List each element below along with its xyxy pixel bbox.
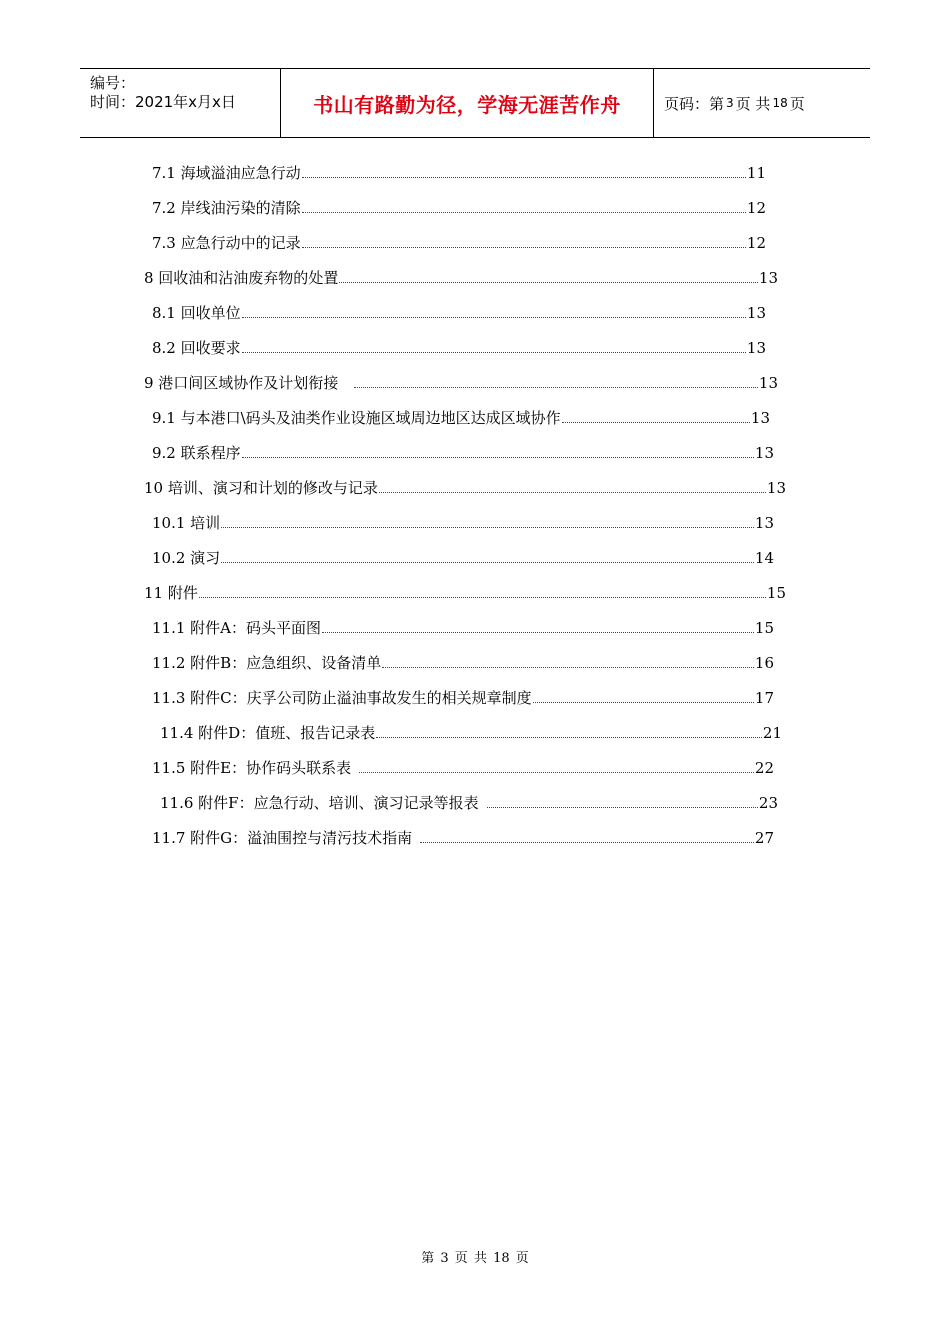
- toc-leader: [221, 561, 754, 563]
- toc-entry-page: 27: [754, 829, 774, 847]
- header-motto-cell: [281, 69, 654, 137]
- document-time-label: 时间：2021年x月x日: [90, 93, 236, 111]
- toc-leader: [487, 806, 758, 808]
- toc-entry[interactable]: [152, 405, 770, 427]
- header-info-cell: [80, 69, 281, 137]
- toc-entry-title: 10.2 演习: [152, 549, 221, 567]
- header-page-current: 3: [726, 96, 734, 110]
- toc-entry-title: 11.6 附件F：应急行动、培训、演习记录等报表: [160, 794, 479, 812]
- toc-leader: [533, 701, 754, 703]
- toc-entry[interactable]: [152, 755, 774, 777]
- toc-leader: [354, 386, 758, 388]
- toc-entry-title: 11.3 附件C：庆孚公司防止溢油事故发生的相关规章制度: [152, 689, 532, 707]
- toc-entry-title: 10.1 培训: [152, 514, 221, 532]
- toc-entry[interactable]: [152, 615, 774, 637]
- header-page-prefix: 页码：第: [664, 94, 725, 113]
- toc-entry-title: 10 培训、演习和计划的修改与记录: [144, 479, 378, 497]
- toc-entry[interactable]: [152, 510, 774, 532]
- toc-entry-page: 14: [754, 549, 774, 567]
- toc-entry[interactable]: [152, 300, 766, 322]
- footer-mid1: 页: [454, 1251, 468, 1266]
- toc-entry-title: 11 附件: [144, 584, 198, 602]
- footer-page-total: 18: [493, 1251, 510, 1266]
- header-page-cell: [654, 69, 870, 137]
- toc-leader: [302, 246, 746, 248]
- page-footer: [0, 1247, 950, 1266]
- toc-entry-title: 7.3 应急行动中的记录: [152, 234, 301, 252]
- toc-entry-page: 16: [754, 654, 774, 672]
- toc-entry[interactable]: [160, 720, 782, 742]
- footer-suffix: 页: [515, 1251, 529, 1266]
- toc-entry-title: 11.2 附件B：应急组织、设备清单: [152, 654, 382, 672]
- toc-entry[interactable]: [152, 195, 766, 217]
- toc-entry-title: 8.1 回收单位: [152, 304, 241, 322]
- toc-entry-page: 15: [754, 619, 774, 637]
- toc-entry[interactable]: [152, 335, 766, 357]
- toc-entry-title: 8.2 回收要求: [152, 339, 241, 357]
- toc-leader: [322, 631, 754, 633]
- toc-entry-page: 17: [754, 689, 774, 707]
- toc-leader: [199, 596, 766, 598]
- toc-entry[interactable]: [152, 545, 774, 567]
- toc-leader: [359, 771, 754, 773]
- toc-entry-page: 13: [754, 514, 774, 532]
- footer-prefix: 第: [421, 1251, 435, 1266]
- toc-leader: [242, 316, 746, 318]
- header-page-suffix: 页: [789, 94, 805, 113]
- toc-entry-title: 11.7 附件G：溢油围控与清污技术指南: [152, 829, 413, 847]
- header-page-total: 18: [772, 96, 788, 110]
- toc-leader: [242, 351, 746, 353]
- toc-entry-title: 8 回收油和沾油废弃物的处置: [144, 269, 339, 287]
- toc-entry-page: 13: [754, 444, 774, 462]
- toc-entry-page: 12: [746, 234, 766, 252]
- toc-entry-title: 11.4 附件D：值班、报告记录表: [160, 724, 376, 742]
- toc-entry-title: 11.5 附件E：协作码头联系表: [152, 759, 352, 777]
- toc-entry-page: 23: [758, 794, 778, 812]
- toc-entry-title: 9.1 与本港口\码头及油类作业设施区域周边地区达成区域协作: [152, 409, 561, 427]
- toc-entry[interactable]: [144, 580, 786, 602]
- toc-leader: [339, 281, 758, 283]
- toc-entry-title: 7.2 岸线油污染的清除: [152, 199, 301, 217]
- toc-leader: [376, 736, 762, 738]
- toc-leader: [242, 456, 754, 458]
- toc-entry[interactable]: [152, 650, 774, 672]
- page-header: [80, 68, 870, 138]
- footer-mid2: 共: [473, 1251, 487, 1266]
- toc-entry[interactable]: [152, 685, 774, 707]
- toc-entry-page: 13: [746, 304, 766, 322]
- toc-entry[interactable]: [144, 370, 778, 392]
- toc-entry[interactable]: [144, 265, 778, 287]
- toc-entry-page: 13: [746, 339, 766, 357]
- toc-entry-page: 13: [758, 374, 778, 392]
- toc-entry-page: 13: [766, 479, 786, 497]
- toc-entry-page: 12: [746, 199, 766, 217]
- footer-page-current: 3: [440, 1251, 449, 1266]
- toc-leader: [302, 211, 746, 213]
- toc-entry-page: 13: [758, 269, 778, 287]
- document-number-label: 编号：: [90, 74, 136, 92]
- toc-entry[interactable]: [152, 160, 766, 182]
- toc-leader: [562, 421, 750, 423]
- toc-entry-title: 7.1 海域溢油应急行动: [152, 164, 301, 182]
- toc-entry[interactable]: [144, 475, 786, 497]
- toc-entry-title: 11.1 附件A：码头平面图: [152, 619, 321, 637]
- toc-leader: [382, 666, 754, 668]
- toc-entry-title: 9 港口间区域协作及计划衔接: [144, 374, 339, 392]
- toc-entry-page: 15: [766, 584, 786, 602]
- toc-entry[interactable]: [152, 825, 774, 847]
- header-motto: 书山有路勤为径，学海无涯苦作舟: [313, 92, 621, 117]
- toc-entry-page: 21: [762, 724, 782, 742]
- header-page-mid: 页 共: [735, 94, 771, 113]
- toc-entry-title: 9.2 联系程序: [152, 444, 241, 462]
- toc-leader: [302, 176, 746, 178]
- toc-leader: [221, 526, 754, 528]
- toc-leader: [379, 491, 766, 493]
- toc-entry[interactable]: [160, 790, 778, 812]
- toc-entry[interactable]: [152, 230, 766, 252]
- toc-entry-page: 11: [746, 164, 766, 182]
- toc-entry[interactable]: [152, 440, 774, 462]
- toc-entry-page: 13: [750, 409, 770, 427]
- toc-leader: [420, 841, 754, 843]
- toc-entry-page: 22: [754, 759, 774, 777]
